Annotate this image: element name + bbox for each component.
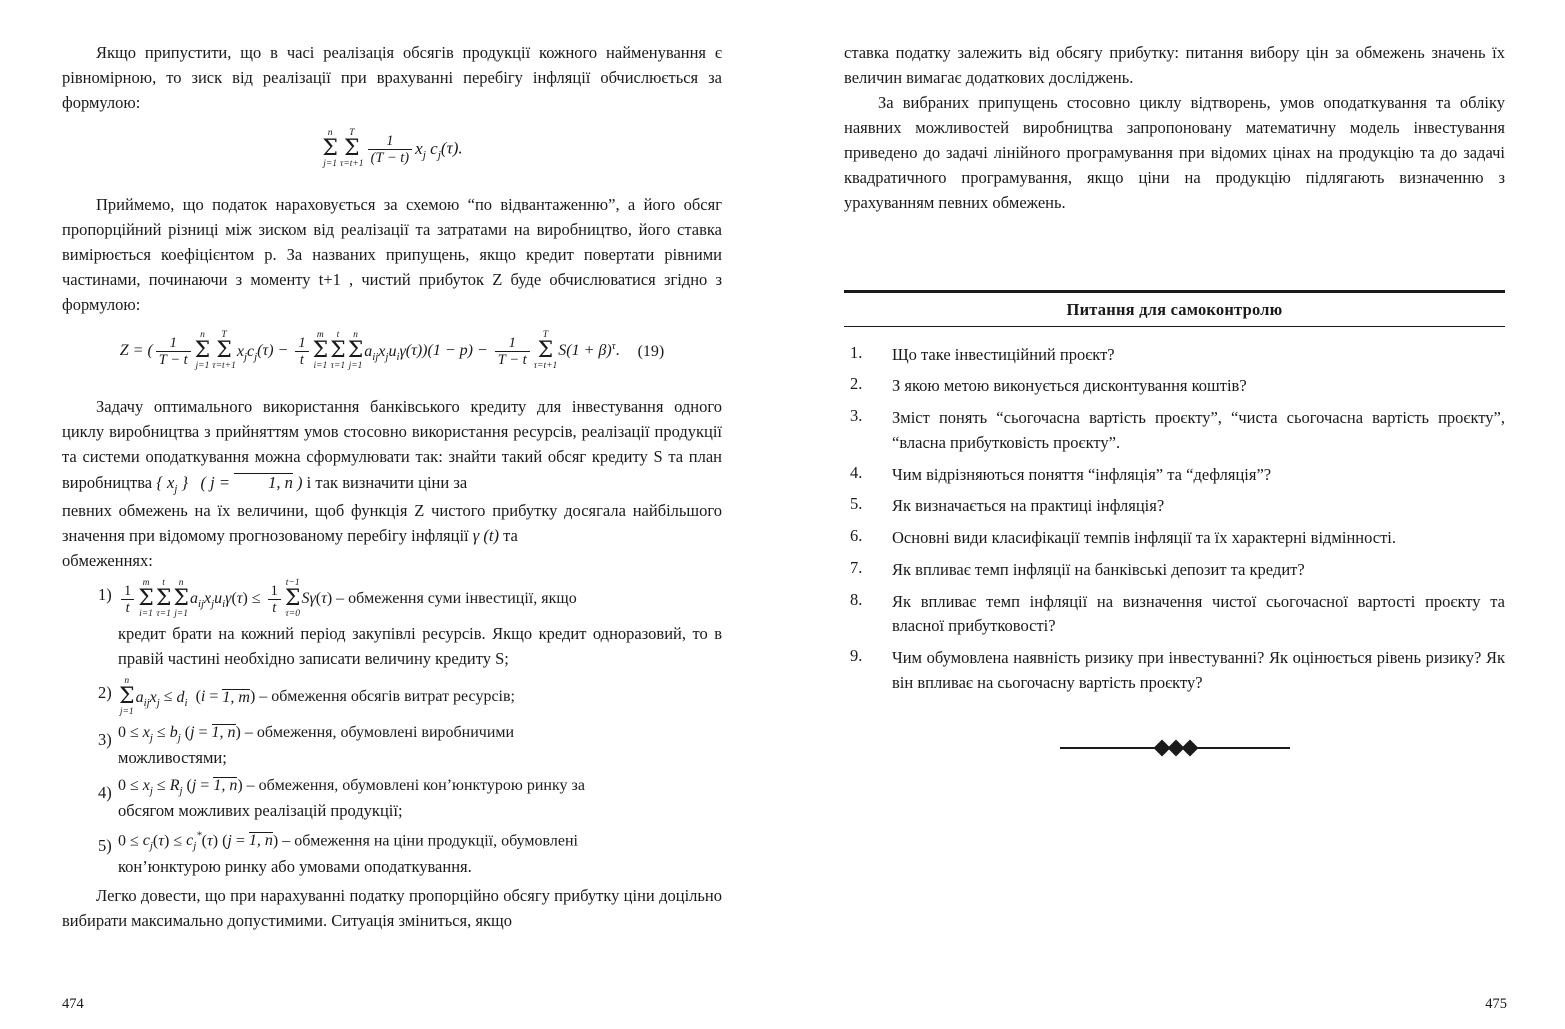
inline-formula: $0 \le x_j \le b_j$ (j = 1, n) – обмеження, обумовлені виробничими — [118, 724, 515, 745]
list-item-number: 2. — [850, 374, 863, 394]
list-item-text: З якою метою виконується дисконтування коштів? — [892, 376, 1247, 396]
list-item-number: 4) — [98, 783, 112, 803]
paragraph — [62, 394, 722, 498]
list-item-number: 7. — [850, 557, 863, 577]
list-item-number: 9. — [850, 646, 863, 666]
paragraph-text: певних обмежень на їх величини, щоб функція Z чистого прибутку досягала найбільшого значення при відомому прогнозованому перебігу інфляції — [62, 500, 722, 545]
list-item-text: Як визначається на практиці інфляція? — [892, 496, 1165, 516]
paragraph-text-cont: та — [503, 525, 518, 545]
paragraph: Легко довести, що при нарахуванні податку пропорційно обсягу прибутку ціни доцільно вибирати максимально допустимими. Ситуація зміниться, якщо — [62, 886, 722, 931]
inline-formula: $0 \le c_j(\tau) \le c_j^*(\tau) (j = 1$, n) – обмеження на ціни продукції, обумовлені — [118, 830, 578, 853]
list-item-number: 3. — [850, 406, 863, 426]
list-item-body — [118, 675, 722, 718]
list-item-number: 1. — [850, 342, 863, 362]
constraint-text: – обмеження суми інвестиції, якщо — [336, 590, 577, 608]
list-item-number: 8. — [850, 589, 863, 609]
list-item — [844, 590, 1505, 640]
inline-math-plan: { $x_j$ } ( j = 1, n ) — [156, 472, 303, 495]
formula-sum-profit: n Σ j=1 T Σ τ=t+1 $\frac{1}{(T - t)}$ $x_j$ $c_j(\tau)$. — [322, 128, 463, 170]
paragraph-text-cont: і так визначити ціни за — [306, 472, 468, 492]
list-item — [62, 722, 722, 771]
list-item-text: Що таке інвестиційний проєкт? — [892, 344, 1115, 364]
list-item-body — [118, 775, 722, 824]
list-item — [844, 374, 1505, 399]
constraint-continuation: кон’юнктурою ринку або умовами оподаткування. — [118, 856, 472, 876]
list-item — [844, 526, 1505, 551]
inline-formula: $\frac{1}{t}$ m Σ i=1 t Σ τ=1 n Σ j=1 $a_{ij}x_ju_i\gamma(\tau)$ ≤ $\frac{1}{t}$ t−1 Σ τ=0 Sγ(τ) – обмеження суми інвестиції, якщо — [118, 577, 722, 620]
constraints-list — [62, 577, 722, 879]
list-item — [844, 463, 1505, 488]
self-check-questions — [844, 343, 1505, 696]
paragraph: За вибраних припущень стосовно циклу відтворень, умов оподаткування та обліку наявних можливостей виробництва запропоновану математичну модель інвестування приведено до задачі лінійного програмування при відомих цінах на продукцію та до задачі квадратичного програмування, якщо ціни на продукцію підлягають визначенню з урахуванням певних обмежень. — [844, 93, 1505, 213]
paragraph-text: Задачу оптимального використання банківського кредиту для інвестування одного циклу виробництва з прийняттям умов стосовно використання ресурсів, реалізації продукції та системи оподаткування можна сформулювати так: знайти такий обсяг кредиту S та план виробництва — [62, 397, 722, 492]
ornament-divider — [1060, 740, 1290, 756]
inline-formula: n Σ j=1 $a_{ij}x_j \le d_i$ (i = 1, m) – обмеження обсягів витрат ресурсів; — [119, 676, 515, 718]
list-item-text: Як впливає темп інфляції на банківські депозит та кредит? — [892, 559, 1305, 579]
list-item — [844, 558, 1505, 583]
list-item — [62, 775, 722, 824]
list-item-text: Чим відрізняються поняття “інфляція” та “дефляція”? — [892, 464, 1272, 484]
list-item — [844, 406, 1505, 456]
page-number-right: 475 — [1485, 996, 1507, 1012]
list-item-number: 3) — [98, 730, 112, 750]
formula-19-net-profit: Z = ( $\frac{1}{T - t}$ n Σ j=1 T Σ τ=t+1 $x_jc_j(\tau)$ − $\frac{1}{t}$ m Σ i=1 t Σ τ=1 n Σ j=1 $a_{ij}x_ju_i\gamma(\tau))(1 - p)$ − $\frac{1}{T - t}$ T Σ τ=t+1 $S(1 + \beta)^\tau$. (19) — [119, 330, 665, 372]
constraint-continuation: обсягом можливих реалізацій продукції; — [118, 801, 403, 821]
ornament-diamond — [1181, 739, 1198, 756]
list-item — [844, 646, 1505, 696]
list-item-number: 2) — [98, 683, 112, 703]
list-item-text: Основні види класифікації темпів інфляції та їх характерні відмінності. — [892, 528, 1397, 548]
list-item — [844, 494, 1505, 519]
constraint-continuation: кредит брати на кожний період закупівлі ресурсів. Якщо кредит одноразовий, то в правій частині необхідно записати величину кредиту S; — [118, 623, 722, 668]
list-item-text: Зміст понять “сьогочасна вартість проєкту”, “чиста сьогочасна вартість проєкту”, “власна прибутковість проєкту”. — [892, 408, 1505, 452]
section-rule-bottom — [844, 326, 1505, 327]
constraint-text: – обмеження, обумовлені кон’юнктурою ринку за — [246, 777, 585, 795]
paragraph: Приймемо, що податок нараховується за схемою “по відвантаженню”, а його обсяг пропорційний різниці між зиском від реалізації та затратами на виробництво, його ставка вимірюється коефіцієнтом p. За названих припущень, якщо кредит повертати рівними частинами, починаючи з моменту t+1 , чистий прибуток Z буде обчислюватися згідно з формулою: — [62, 195, 722, 315]
constraint-continuation: можливостями; — [118, 748, 227, 768]
list-item — [62, 577, 722, 671]
constraint-text: – обмеження, обумовлені виробничими — [244, 724, 515, 742]
list-item-number: 4. — [850, 462, 863, 482]
list-item-number: 1) — [98, 585, 112, 605]
list-item-body — [118, 577, 722, 671]
inline-formula: $0 \le x_j \le R_j$ (j = 1, n) – обмеження, обумовлені кон’юнктурою ринку за — [118, 777, 585, 798]
paragraph: Якщо припустити, що в часі реалізація обсягів продукції кожного найменування є рівномірною, то зиск від реалізації при врахуванні перебігу інфляції обчислюється за формулою: — [62, 43, 722, 113]
list-item — [62, 828, 722, 879]
list-item-body — [118, 828, 722, 879]
left-page — [0, 0, 782, 1029]
list-item-text: Як впливає темп інфляції на визначення чистої сьогочасної вартості проєкту та власної прибутковості? — [892, 591, 1505, 636]
paragraph: обмеженнях: — [62, 551, 153, 571]
list-item-number: 5) — [98, 836, 112, 856]
paragraph — [62, 498, 722, 548]
inline-math-gamma: γ (t) — [472, 525, 499, 545]
constraint-text: – обмеження обсягів витрат ресурсів; — [259, 688, 515, 706]
list-item-body — [118, 722, 722, 771]
right-page — [782, 0, 1565, 1029]
equation-number: (19) — [637, 342, 665, 360]
section-title: Питання для самоконтролю — [1066, 299, 1283, 319]
list-item-text: Чим обумовлена наявність ризику при інвестуванні? Як оцінюється рівень ризику? Як він впливає на сьогочасну вартість проєкту? — [892, 648, 1505, 692]
page-number-left: 474 — [62, 996, 84, 1012]
constraint-text: – обмеження на ціни продукції, обумовлені — [282, 832, 578, 850]
list-item-number: 5. — [850, 494, 863, 514]
list-item-number: 6. — [850, 526, 863, 546]
paragraph: ставка податку залежить від обсягу прибутку: питання вибору цін за обмежень значень їх величин вимагає додаткових досліджень. — [844, 43, 1505, 88]
list-item — [844, 343, 1505, 368]
list-item — [62, 675, 722, 718]
